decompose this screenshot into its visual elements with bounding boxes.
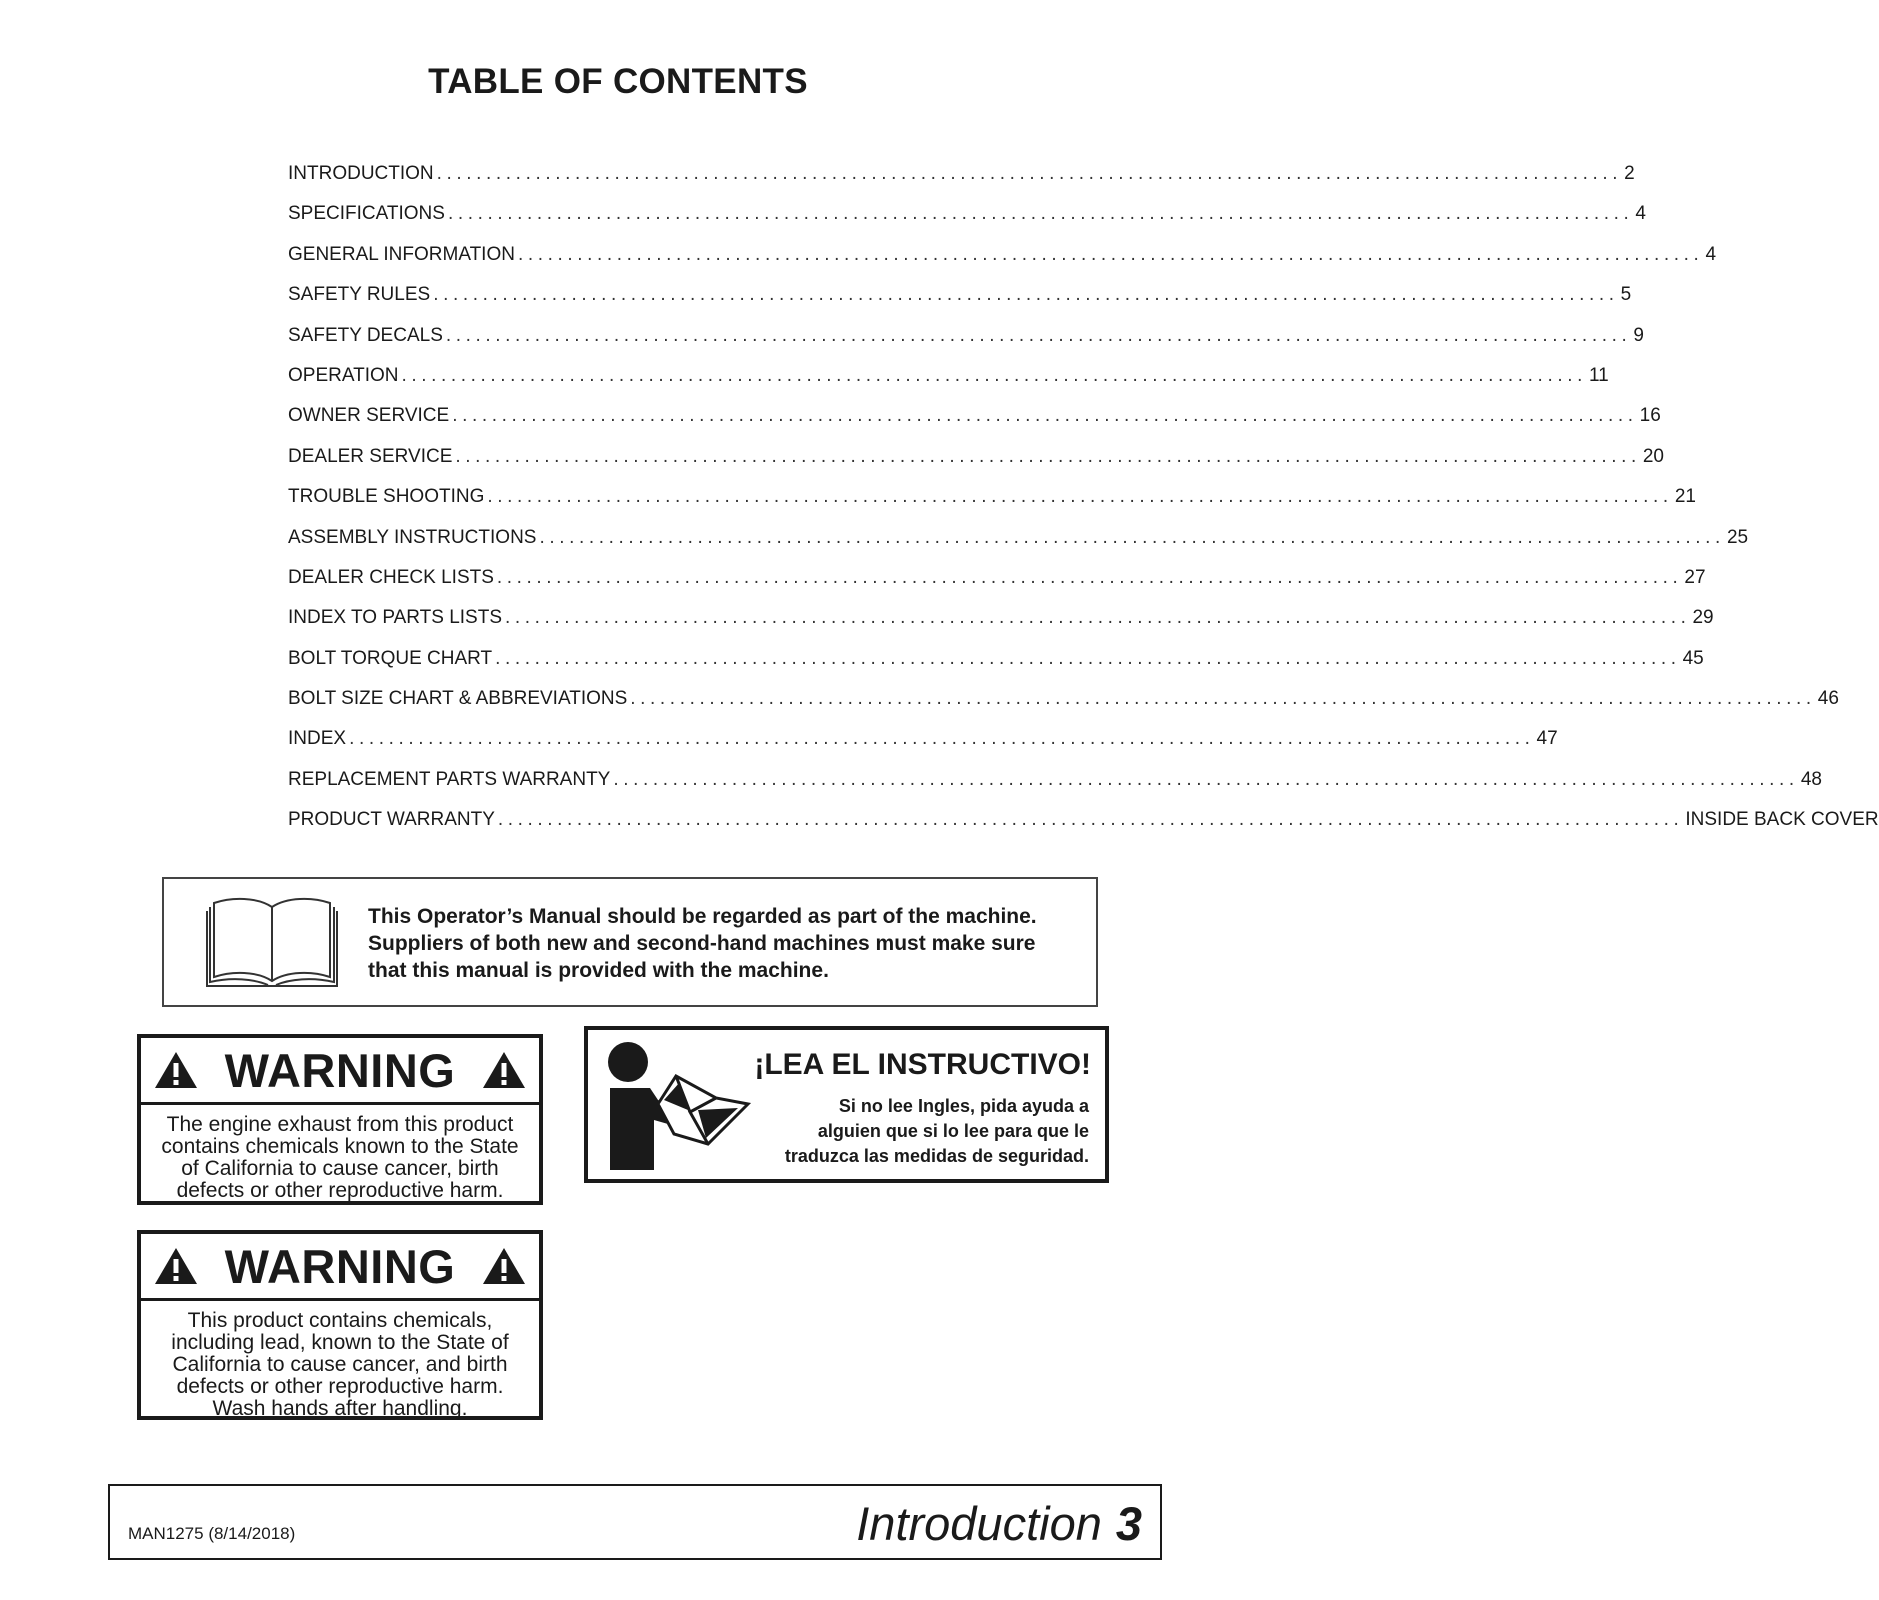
toc-leader-dots: ........................................................................................................................ [505, 607, 1691, 629]
warning-heading [141, 1038, 539, 1105]
toc-entry-label: OPERATION [288, 364, 399, 386]
warning-triangle-icon [153, 1050, 199, 1090]
warning-exhaust [137, 1034, 543, 1205]
spanish-notice-title: ¡LEA EL INSTRUCTIVO! [754, 1048, 1091, 1081]
toc-leader-dots: ........................................................................................................................ [349, 728, 1535, 750]
toc-entry [288, 203, 1646, 243]
toc-entry-label: TROUBLE SHOOTING [288, 486, 485, 508]
toc-entry-label: SAFETY DECALS [288, 324, 443, 346]
toc-entry-page: 47 [1536, 728, 1558, 750]
toc-leader-dots: ........................................................................................................................ [496, 566, 1683, 588]
toc-entry-label: OWNER SERVICE [288, 405, 450, 427]
toc-entry [288, 728, 1558, 768]
warning-triangle-icon [153, 1246, 199, 1286]
toc-entry [288, 324, 1644, 365]
toc-leader-dots: ........................................................................................................................ [401, 364, 1587, 386]
toc-entry-page: INSIDE BACK COVER [1685, 809, 1879, 831]
toc-leader-dots: ........................................................................................................................ [630, 688, 1816, 710]
toc-entry-page: 46 [1817, 688, 1839, 710]
section-name: Introduction [856, 1497, 1102, 1550]
text-line: traduzca las medidas de seguridad. [784, 1146, 1089, 1166]
toc-entry [288, 768, 1822, 809]
toc-leader-dots: ........................................................................................................................ [613, 768, 1799, 790]
text-line: Wash hands after handling. [212, 1397, 468, 1420]
warning-lead [137, 1230, 543, 1420]
manual-notice-line: that this manual is provided with the machine. [368, 959, 829, 982]
toc-entry-label: INDEX [288, 728, 347, 750]
toc-entry-label: DEALER SERVICE [288, 445, 453, 467]
toc-entry [288, 243, 1717, 284]
toc-entry-label: GENERAL INFORMATION [288, 243, 515, 265]
footer-section [856, 1496, 1142, 1551]
toc-entry [288, 445, 1664, 486]
spanish-notice-text [785, 1094, 1089, 1169]
toc-leader-dots: ........................................................................................................................ [433, 284, 1619, 306]
toc-leader-dots: ........................................................................................................................ [447, 203, 1634, 225]
page-footer [108, 1484, 1162, 1560]
spanish-read-manual-notice [584, 1026, 1109, 1183]
warning-triangle-icon [481, 1246, 527, 1286]
toc-leader-dots: ........................................................................................................................ [455, 445, 1641, 467]
toc-entry [288, 526, 1749, 567]
toc-entry-page: 27 [1684, 566, 1706, 588]
operator-manual-notice [162, 877, 1098, 1007]
text-line: This product contains chemicals, [187, 1309, 493, 1332]
toc-entry-label: DEALER CHECK LISTS [288, 566, 494, 588]
warning-heading [141, 1234, 539, 1301]
toc-leader-dots: ........................................................................................................................ [517, 243, 1704, 265]
toc-entry-label: BOLT SIZE CHART & ABBREVIATIONS [288, 688, 628, 710]
text-line: The engine exhaust from this product [166, 1113, 514, 1136]
toc-entry-page: 5 [1620, 284, 1632, 306]
open-book-icon [202, 893, 342, 993]
toc-entry [288, 607, 1714, 647]
toc-entry-page: 16 [1639, 405, 1661, 427]
toc-entry-label: PRODUCT WARRANTY [288, 809, 495, 831]
warning-body [141, 1105, 539, 1202]
toc-leader-dots: ........................................................................................................................ [497, 809, 1684, 831]
toc-entry-label: REPLACEMENT PARTS WARRANTY [288, 768, 611, 790]
toc-leader-dots: ........................................................................................................................ [539, 526, 1725, 548]
toc-entry-page: 11 [1588, 364, 1609, 386]
toc-entry [288, 566, 1706, 607]
text-line: defects or other reproductive harm. [176, 1375, 504, 1398]
warning-heading-text: WARNING [224, 1043, 456, 1097]
toc-entry [288, 163, 1635, 203]
toc-entry-page: 45 [1682, 647, 1704, 669]
toc-entry [288, 688, 1839, 728]
text-line: including lead, known to the State of [171, 1331, 509, 1354]
toc-entry-page: 4 [1635, 203, 1646, 225]
text-line: alguien que si lo lee para que le [817, 1121, 1089, 1141]
toc-entry-page: 20 [1642, 445, 1664, 467]
warning-heading-text: WARNING [224, 1239, 456, 1293]
toc-entry [288, 809, 1879, 849]
toc-entry [288, 405, 1661, 445]
toc-entry [288, 284, 1632, 324]
person-reading-icon [598, 1040, 758, 1172]
toc-entry-page: 21 [1674, 486, 1696, 508]
toc-entry-label: BOLT TORQUE CHART [288, 647, 493, 669]
toc-entry-label: INDEX TO PARTS LISTS [288, 607, 502, 629]
toc-entry-label: SPECIFICATIONS [288, 203, 445, 225]
text-line: defects or other reproductive harm. [176, 1179, 504, 1202]
toc-leader-dots: ........................................................................................................................ [495, 647, 1681, 669]
toc-entry-page: 4 [1705, 243, 1717, 265]
page-number: 3 [1115, 1497, 1142, 1550]
toc-leader-dots: ........................................................................................................................ [487, 486, 1673, 508]
table-of-contents [288, 163, 1879, 850]
manual-notice-text [368, 903, 1088, 984]
toc-entry-page: 48 [1800, 768, 1822, 790]
toc-entry-page: 29 [1692, 607, 1714, 629]
toc-leader-dots: ........................................................................................................................ [452, 405, 1638, 427]
toc-entry-page: 2 [1624, 163, 1635, 184]
toc-entry-page: 25 [1726, 526, 1749, 548]
manual-notice-line: This Operator’s Manual should be regarded as part of the machine. [368, 905, 1037, 928]
text-line: Si no lee Ingles, pida ayuda a [838, 1096, 1089, 1116]
toc-leader-dots: ........................................................................................................................ [445, 324, 1632, 346]
warning-triangle-icon [481, 1050, 527, 1090]
toc-entry-label: INTRODUCTION [288, 163, 434, 184]
toc-entry-page: 9 [1633, 324, 1644, 346]
toc-entry [288, 647, 1704, 688]
manual-code: MAN1275 (8/14/2018) [128, 1524, 296, 1543]
text-line: contains chemicals known to the State [161, 1135, 519, 1158]
text-line: California to cause cancer, and birth [172, 1353, 508, 1376]
toc-leader-dots: ........................................................................................................................ [436, 163, 1623, 184]
manual-notice-line: Suppliers of both new and second-hand machines must make sure [368, 932, 1036, 955]
toc-entry [288, 486, 1696, 526]
toc-entry-label: SAFETY RULES [288, 284, 431, 306]
warning-body [141, 1301, 539, 1420]
toc-entry-label: ASSEMBLY INSTRUCTIONS [288, 526, 537, 548]
text-line: of California to cause cancer, birth [181, 1157, 499, 1180]
toc-entry [288, 364, 1609, 405]
page-title: TABLE OF CONTENTS [428, 62, 808, 101]
